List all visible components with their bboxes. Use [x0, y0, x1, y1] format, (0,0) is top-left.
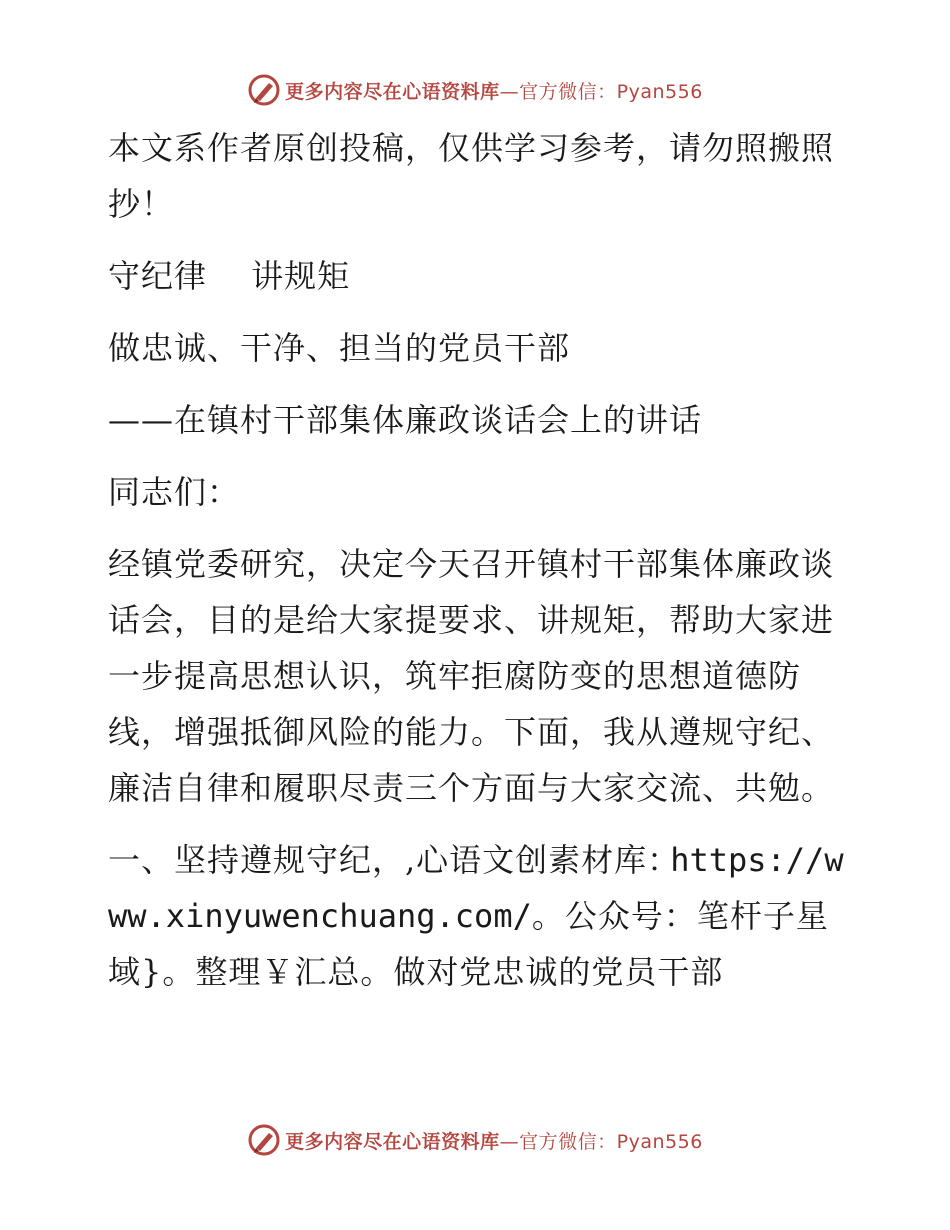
section-1-head: 一、坚持遵规守纪，,心语文创素材库： — [108, 841, 681, 879]
watermark-text: 更多内容尽在心语资料库—官方微信：Pyan556 — [285, 80, 703, 103]
section-1-url: https://www.xinyuwenchuang.com/ — [108, 841, 844, 935]
title-line-1: 守纪律 讲规矩 — [108, 257, 351, 295]
pen-logo-icon — [247, 1123, 281, 1157]
document-body — [98, 120, 858, 1000]
intro-paragraph: 经镇党委研究，决定今天召开镇村干部集体廉政谈话会，目的是给大家提要求、讲规矩，帮助大家进一步提高思想认识，筑牢拒腐防变的思想道德防线，增强抵御风险的能力。下面，我从遵规守纪、廉洁自律和履职尽责三个方面与大家交流、共勉。 — [108, 545, 835, 807]
disclaimer: 本文系作者原创投稿，仅供学习参考，请勿照搬照抄！ — [108, 129, 835, 223]
title-line-2: 做忠诚、干净、担当的党员干部 — [108, 329, 571, 367]
section-1-heading — [98, 832, 858, 1000]
watermark-header — [0, 70, 950, 110]
watermark-text: 更多内容尽在心语资料库—官方微信：Pyan556 — [285, 1130, 703, 1153]
pen-logo-icon — [247, 73, 281, 107]
salutation: 同志们： — [108, 473, 241, 511]
section-1-rest: 。公众号：笔杆子星域}。整理￥汇总。做对党忠诚的党员干部 — [108, 897, 829, 991]
subtitle: ——在镇村干部集体廉政谈话会上的讲话 — [108, 401, 703, 439]
watermark-footer — [0, 1120, 950, 1160]
